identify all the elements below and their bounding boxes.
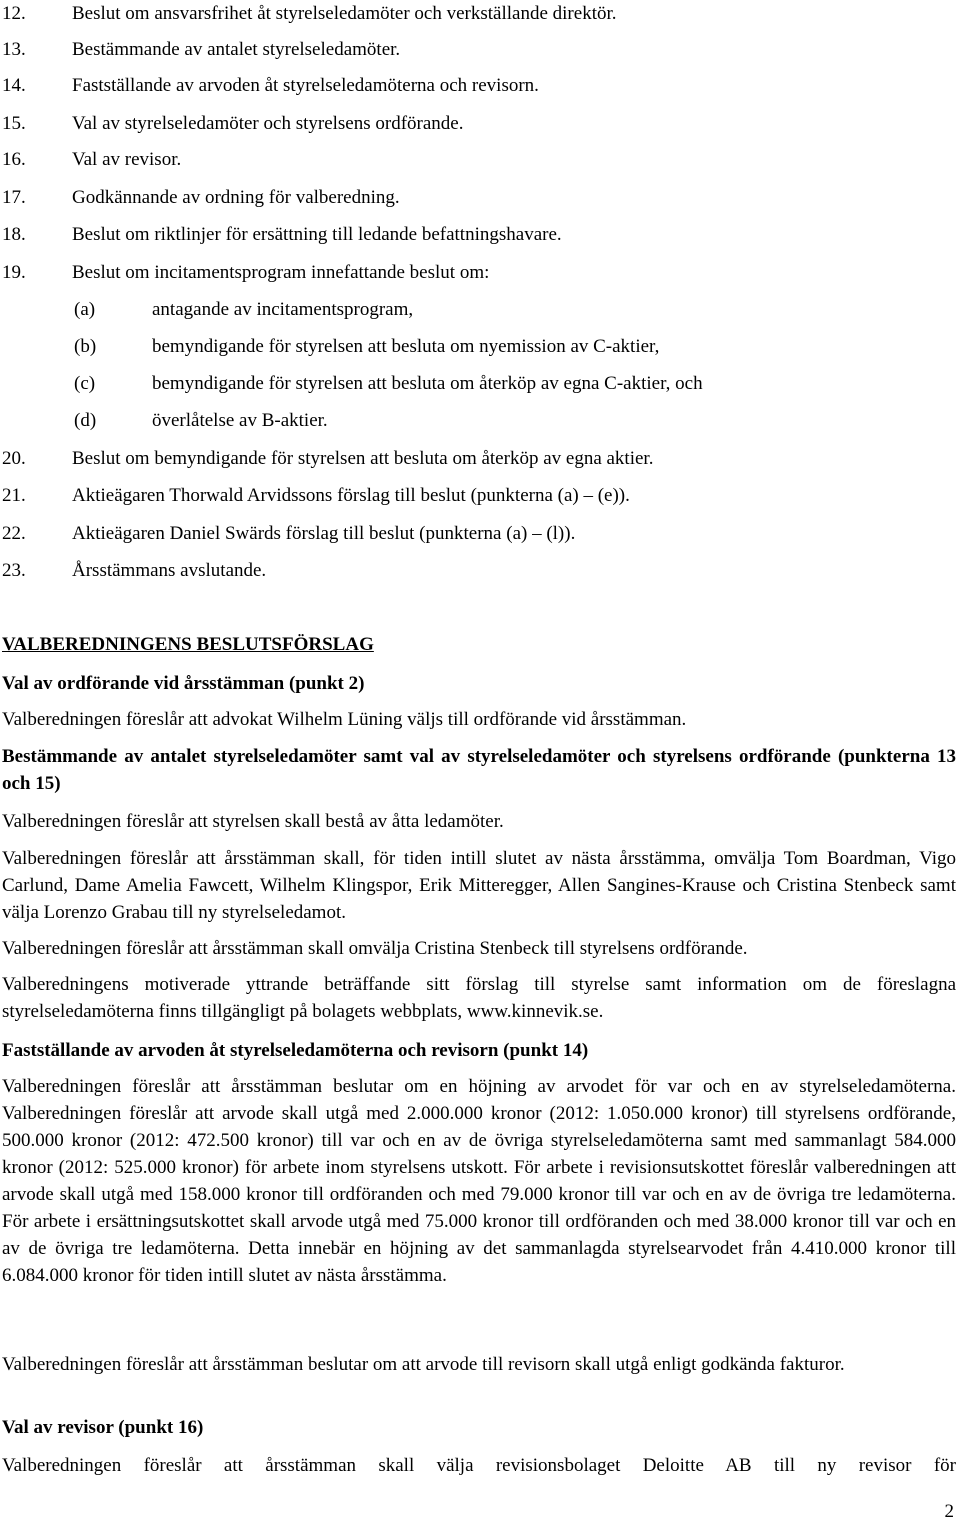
agenda-number: 20. (2, 448, 26, 469)
sub-item-label: (b) (74, 336, 97, 357)
sub-item-label: (a) (74, 299, 96, 320)
paragraph-motiverat-yttrande: Valberedningens motiverade yttrande beträffande sitt förslag till styrelse samt information om de föreslagna styrelseledamöterna finns tillgängligt på bolagets webbplats, www.kinnevik.se. (2, 974, 956, 1022)
paragraph-revisorsarvode: Valberedningen föreslår att årsstämman beslutar om att arvode till revisorn skall utgå enligt godkända fakturor. (2, 1354, 845, 1375)
sub-item-text: överlåtelse av B-aktier. (152, 410, 328, 431)
agenda-text: Aktieägaren Daniel Swärds förslag till beslut (punkterna (a) – (l)). (72, 523, 576, 544)
agenda-text: Val av revisor. (72, 149, 182, 170)
paragraph-ordforande-val: Valberedningen föreslår att årsstämman skall omvälja Cristina Stenbeck till styrelsens ordförande. (2, 938, 748, 959)
agenda-text: Beslut om riktlinjer för ersättning till ledande befattningshavare. (72, 224, 562, 245)
agenda-number: 21. (2, 485, 26, 506)
heading-ordforande: Val av ordförande vid årsstämman (punkt 2) (2, 673, 365, 694)
agenda-number: 23. (2, 560, 26, 581)
paragraph-revisor: Valberedningen föreslår att årsstämman skall välja revisionsbolaget Deloitte AB till ny revisor för (2, 1455, 956, 1476)
agenda-number: 16. (2, 149, 26, 170)
paragraph-ordforande: Valberedningen föreslår att advokat Wilhelm Lüning väljs till ordförande vid årsstämman. (2, 709, 687, 730)
agenda-text: Godkännande av ordning för valberedning. (72, 187, 400, 208)
sub-item-text: antagande av incitamentsprogram, (152, 299, 414, 320)
sub-item-label: (c) (74, 373, 96, 394)
page-number: 2 (944, 1501, 954, 1522)
agenda-text: Beslut om incitamentsprogram innefattande beslut om: (72, 262, 490, 283)
agenda-text: Årsstämmans avslutande. (72, 560, 267, 581)
heading-revisor: Val av revisor (punkt 16) (2, 1417, 204, 1438)
heading-styrelse: Bestämmande av antalet styrelseledamöter samt val av styrelseledamöter och styrelsens ordförande (punkterna 13 och 15) (2, 746, 956, 794)
sub-item-text: bemyndigande för styrelsen att besluta om nyemission av C-aktier, (152, 336, 660, 357)
sub-item-label: (d) (74, 410, 97, 431)
agenda-text: Beslut om bemyndigande för styrelsen att besluta om återköp av egna aktier. (72, 448, 654, 469)
agenda-number: 13. (2, 39, 26, 60)
agenda-text: Beslut om ansvarsfrihet åt styrelseledamöter och verkställande direktör. (72, 3, 617, 24)
paragraph-antal-ledamoter: Valberedningen föreslår att styrelsen skall bestå av åtta ledamöter. (2, 811, 504, 832)
section-title: VALBEREDNINGENS BESLUTSFÖRSLAG (2, 634, 374, 655)
agenda-text: Fastställande av arvoden åt styrelseledamöterna och revisorn. (72, 75, 539, 96)
sub-item-text: bemyndigande för styrelsen att besluta om återköp av egna C-aktier, och (152, 373, 703, 394)
agenda-number: 15. (2, 113, 26, 134)
agenda-number: 14. (2, 75, 26, 96)
agenda-number: 17. (2, 187, 26, 208)
agenda-text: Val av styrelseledamöter och styrelsens ordförande. (72, 113, 464, 134)
heading-arvoden: Fastställande av arvoden åt styrelseledamöterna och revisorn (punkt 14) (2, 1040, 589, 1061)
agenda-number: 18. (2, 224, 26, 245)
agenda-text: Bestämmande av antalet styrelseledamöter. (72, 39, 401, 60)
paragraph-arvoden: Valberedningen föreslår att årsstämman beslutar om en höjning av arvodet för var och en av styrelseledamöterna. Valberedningen föreslår att arvode skall utgå med 2.000.000 kronor (2012: 1.050.000 kronor) till styrelsens ordförande, 500.000 kronor (2012: 472.500 kronor) till var och en av de övriga styrelseledamöterna samt med sammanlagt 584.000 kronor (2012: 525.000 kronor) för arbete inom styrelsens utskott. För arbete i revisionsutskottet föreslår valberedningen att arvode skall utgå med 158.000 kronor till ordföranden och med 79.000 kronor till var och en av de övriga tre ledamöterna. För arbete i ersättningsutskottet skall arvode utgå med 75.000 kronor till ordföranden och med 38.000 kronor till var och en av de övriga tre ledamöterna. Detta innebär en höjning av det sammanlagda styrelsearvodet från 4.410.000 kronor till 6.084.000 kronor för tiden intill slutet av nästa årsstämma. (2, 1076, 956, 1286)
agenda-text: Aktieägaren Thorwald Arvidssons förslag till beslut (punkterna (a) – (e)). (72, 485, 630, 506)
agenda-number: 22. (2, 523, 26, 544)
paragraph-omval: Valberedningen föreslår att årsstämman skall, för tiden intill slutet av nästa årsstämma, omvälja Tom Boardman, Vigo Carlund, Dame Amelia Fawcett, Wilhelm Klingspor, Erik Mitteregger, Allen Sangines-Krause och Cristina Stenbeck samt välja Lorenzo Grabau till ny styrelseledamot. (2, 848, 956, 923)
agenda-number: 12. (2, 3, 26, 24)
agenda-number: 19. (2, 262, 26, 283)
